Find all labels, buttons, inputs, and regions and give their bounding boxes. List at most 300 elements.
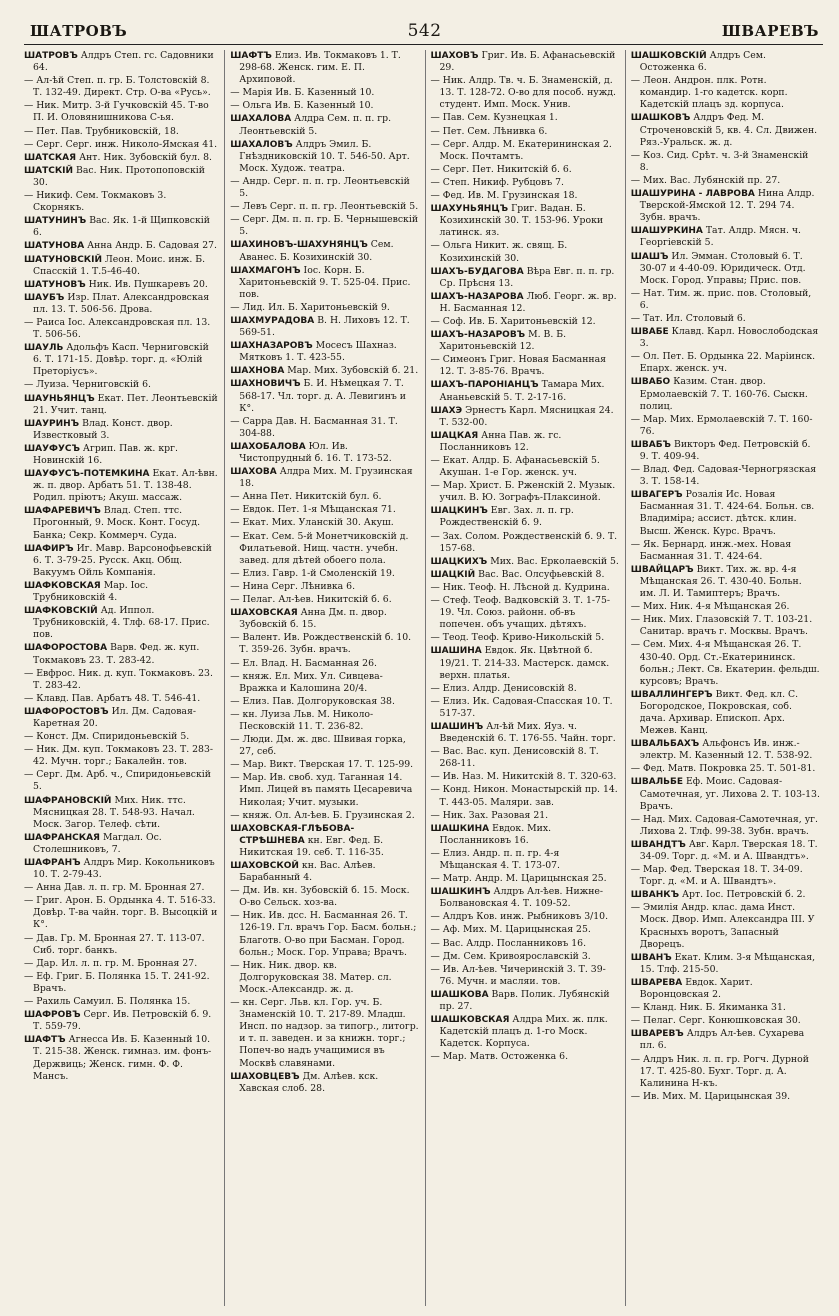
entry-surname: ШАТСКІЙ: [24, 165, 74, 176]
directory-entry: [431, 455, 620, 479]
entry-text: — Ник. Дм. куп. Токмаковъ 23. Т. 283-42. Мучн. торг.; Бакалейн. тов.: [24, 744, 213, 768]
entry-text: — Стеф. Теоф. Вадковскій 3. Т. 1-75-19. Чл. Союз. районн. об-въ попечен. объ учащих. дѣтяхъ.: [430, 595, 611, 631]
directory-columns: [24, 50, 825, 1306]
directory-entry: [431, 316, 620, 328]
entry-surname: ШАШИНЪ: [430, 721, 484, 732]
directory-entry: [230, 315, 419, 339]
directory-entry: [431, 569, 620, 581]
entry-text: — Мар. Христ. Б. Рженскій 2. Музык. учил. В. Ю. Зографъ-Плаксиной.: [430, 480, 616, 504]
directory-entry: [431, 1051, 620, 1063]
entry-surname: ШАФОРОСТОВА: [24, 643, 108, 654]
directory-entry: [631, 639, 820, 687]
directory-entry: [24, 152, 219, 164]
directory-entry: [431, 405, 620, 429]
entry-surname: ШАТСКАЯ: [24, 152, 77, 163]
directory-entry: [631, 1028, 820, 1052]
entry-text: Елиз. Ив. Токмаковъ 1. Т. 298-68. Женск. гим. Е. П. Архиповой.: [239, 50, 401, 86]
entry-text: — Леон. Андрон. плк. Ротн. командир. 1-го кадетск. корп. Кадетскій плацъ зд. корпуса.: [630, 75, 788, 111]
entry-text: Клавд. Карл. Новослободская 3.: [639, 326, 819, 350]
entry-text: Розалія Ис. Новая Басманная 31. Т. 424-64. Больн. св. Владиміра; ассист. дѣтск. клин. Высш. Женск. Курс. Врачъ.: [639, 489, 815, 537]
directory-entry: [631, 1015, 820, 1027]
entry-text: Анна Андр. Б. Садовая 27.: [87, 240, 217, 252]
entry-surname: ШВАЛЬБЕ: [630, 777, 684, 788]
directory-entry: [431, 505, 620, 529]
entry-text: Алдръ Ал-ѣев. Нижне-Болвановская 4. Т. 109-52.: [439, 886, 604, 910]
entry-text: — Фед. Ив. М. Грузинская 18.: [430, 190, 578, 202]
directory-entry: [431, 354, 620, 378]
directory-entry: [24, 668, 219, 692]
entry-text: Адольфъ Касп. Черниговскій 6. Т. 171-15. Довѣр. торг. д. «Юлій Преторіусъ».: [33, 342, 209, 378]
directory-entry: [431, 784, 620, 808]
entry-text: — Сарра Дав. Н. Басманная 31. Т. 304-88.: [230, 415, 398, 439]
entry-text: Ил. Дм. Садовая-Каретная 20.: [33, 705, 196, 729]
directory-entry: [230, 100, 419, 112]
directory-entry: [230, 365, 419, 377]
directory-entry: [631, 952, 820, 976]
entry-text: — Степ. Никиф. Рубцовъ 7.: [430, 176, 564, 188]
directory-entry: [230, 491, 419, 503]
entry-text: Авг. Карл. Тверская 18. Т. 34-09. Торг. д. «М. и А. Швандтъ».: [639, 838, 818, 862]
entry-text: — Серг. Пет. Никитскій б. 6.: [430, 163, 572, 175]
entry-surname: ШАХУНЬЯНЦЪ: [430, 204, 509, 215]
entry-text: — Ал-ѣй Степ. п. гр. Б. Толстовскій 8. Т. 132-49. Директ. Стр. О-ва «Русь».: [24, 75, 211, 99]
directory-entry: [631, 864, 820, 888]
directory-entry: [230, 810, 419, 822]
directory-entry: [230, 340, 419, 364]
entry-text: кн. Вас. Алѣев. Барабанный 4.: [239, 860, 376, 884]
directory-entry: [24, 292, 219, 316]
directory-entry: [431, 112, 620, 124]
entry-surname: ШАХОВЪ: [430, 51, 479, 61]
directory-entry: [24, 958, 219, 970]
entry-text: Ант. Ник. Зубовскій бул. 8.: [79, 151, 212, 163]
entry-surname: ШАХНОВА: [230, 366, 285, 377]
directory-entry: [24, 240, 219, 252]
directory-entry: [230, 139, 419, 175]
entry-text: — Серг. Дм. Арб. ч., Спиридоньевскій 5.: [24, 769, 211, 793]
directory-entry: [24, 693, 219, 705]
directory-entry: [631, 489, 820, 537]
directory-entry: [631, 889, 820, 901]
entry-text: — Соф. Ив. Б. Харитоньевскій 12.: [430, 315, 596, 327]
entry-text: Мосесъ Шахназ. Мятковъ 1. Т. 423-55.: [239, 340, 397, 364]
entry-text: Алдръ Ал-ѣев. Сухарева пл. 6.: [639, 1028, 805, 1052]
directory-entry: [631, 1002, 820, 1014]
entry-text: — Симеонъ Григ. Новая Басманная 12. Т. 3-85-76. Врачъ.: [430, 354, 607, 378]
directory-entry: [24, 605, 219, 641]
directory-entry: [24, 126, 219, 138]
entry-text: — Зах. Солом. Рождественскій б. 9. Т. 157-68.: [430, 530, 618, 554]
entry-text: Викт. Тих. ж. вр. 4-я Мѣщанская 26. Т. 430-40. Больн. им. Л. И. Тамиптеръ; Врачъ.: [639, 563, 802, 600]
directory-entry: [631, 50, 820, 74]
entry-text: — Пет. Пав. Трубниковскій, 18.: [24, 125, 179, 137]
entry-text: — Мар. Ив. своб. худ. Таганная 14. Имп. Лицей въ память Цесаревича Николая; Учит. музыки.: [230, 772, 413, 808]
directory-entry: [24, 706, 219, 730]
entry-text: Агнесса Ив. Б. Казенный 10. Т. 215-38. Женск. гимназ. им. фонъ-Держвиць; Женск. гимн. Ф. Ф. Мансъ.: [33, 1034, 212, 1082]
entry-text: Викторъ Фед. Петровскій б. 9. Т. 409-94.: [639, 438, 811, 462]
entry-surname: ШАЦКАЯ: [430, 430, 479, 441]
directory-entry: [230, 696, 419, 708]
entry-text: — Конд. Никон. Монастырскій пр. 14. Т. 443-05. Маляри. зав.: [430, 784, 618, 808]
entry-text: Казим. Стан. двор. Ермолаевскій 7. Т. 160-76. Сыскн. полиц.: [639, 376, 808, 412]
directory-entry: [24, 769, 219, 793]
entry-text: Влад. Степ. ттс. Прогонный, 9. Моск. Конт. Госуд. Банка; Секр. Коммерч. Суда.: [33, 505, 201, 541]
directory-entry: [631, 376, 820, 412]
directory-entry: [230, 416, 419, 440]
directory-entry: [24, 50, 219, 74]
entry-surname: ШВАЙЦАРЪ: [630, 564, 694, 575]
entry-text: Мих. Ник. ттс. Мясницкая 28. Т. 548-93. Начал. Моск. Загор. Телеф. сѣти.: [33, 794, 195, 830]
entry-surname: ШАФКОВСКІЙ: [24, 606, 98, 617]
directory-entry: [431, 177, 620, 189]
directory-entry: [24, 1009, 219, 1033]
entry-text: — княж. Ол. Ал-ѣев. Б. Грузинская 2.: [230, 809, 415, 821]
entry-surname: ШАХЪ-НАЗАРОВА: [430, 291, 524, 302]
directory-entry: [631, 188, 820, 224]
entry-text: Евдок. Харит. Воронцовская 2.: [639, 976, 753, 1001]
entry-surname: ШАУБЪ: [24, 292, 65, 303]
directory-entry: [631, 326, 820, 350]
entry-text: Мар. Іос. Трубниковскій 4.: [33, 579, 149, 604]
entry-text: — Вас. Вас. куп. Денисовскій 8. Т. 268-11.: [430, 746, 599, 770]
entry-surname: ШАУЛЬ: [24, 343, 64, 354]
entry-text: Алдра Мих. ж. плк. Кадетскій плацъ д. 1-го Моск. Кадетск. Корпуса.: [439, 1014, 608, 1050]
entry-text: — Аф. Мих. М. Царицынская 25.: [430, 924, 591, 936]
directory-entry: [230, 772, 419, 808]
entry-surname: ШАУРИНЪ: [24, 418, 80, 429]
entry-surname: ШАХОВСКОЙ: [230, 861, 299, 871]
directory-entry: [631, 150, 820, 174]
entry-text: — Елиз. Алдр. Денисовскій 8.: [430, 682, 577, 694]
entry-surname: ШАХОВЦЕВЪ: [230, 1071, 300, 1082]
directory-entry: [631, 814, 820, 838]
entry-text: — Левъ Серг. п. п. гр. Леонтьевскій 5.: [230, 201, 419, 213]
directory-entry: [24, 580, 219, 604]
entry-surname: ШАХМУРАДОВА: [230, 315, 315, 326]
entry-surname: ШАХОБАЛОВА: [230, 441, 306, 452]
entry-text: — Екат. Алдр. Б. Афанасьевскій 5. Акушан. 1-е Гор. женск. уч.: [430, 455, 600, 479]
directory-entry: [431, 164, 620, 176]
entry-text: — Пет. Сем. Лѣнивка 6.: [430, 125, 548, 137]
directory-entry: [431, 126, 620, 138]
directory-entry: [24, 795, 219, 831]
directory-entry: [431, 203, 620, 239]
directory-entry: [230, 441, 419, 465]
directory-entry: [431, 823, 620, 847]
column-1: [24, 50, 224, 1306]
entry-surname: ШАФКОВСКАЯ: [24, 580, 101, 591]
entry-text: — Дм. Сем. Кривоярославскій 3.: [430, 950, 591, 962]
entry-text: — Елиз. Пав. Долгоруковская 38.: [230, 695, 395, 707]
directory-entry: [24, 418, 219, 442]
entry-text: Иг. Мавр. Варсонофьевскій 6. Т. 3-79-25. Русск. Акц. Общ. Вакуумъ Ойль Компанія.: [33, 542, 212, 578]
directory-entry: [230, 517, 419, 529]
entry-text: — Мих. Ник. 4-я Мѣщанская 26.: [630, 601, 790, 613]
entry-text: Григ. Ив. Б. Афанасьевскій 29.: [439, 50, 616, 74]
entry-text: — Луиза. Черниговскій 6.: [24, 379, 151, 391]
directory-entry: [431, 964, 620, 988]
entry-text: Тамара Мих. Ананьевскій 5. Т. 2-17-16.: [439, 379, 605, 403]
directory-entry: [431, 582, 620, 594]
entry-text: Евдок. Як. Цвѣтной б. 19/21. Т. 214-33. Мастерск. дамск. верхн. платья.: [439, 645, 610, 681]
entry-text: — Еф. Григ. Б. Полянка 15. Т. 241-92. Врачъ.: [24, 970, 210, 994]
directory-entry: [431, 595, 620, 631]
directory-entry: [24, 882, 219, 894]
entry-text: — Дм. Ив. кн. Зубовскій б. 15. Моск. О-во Сельск. хоз-ва.: [230, 885, 410, 909]
directory-entry: [24, 505, 219, 541]
entry-surname: ШАФРАНОВСКІЙ: [24, 795, 112, 806]
directory-entry: [431, 886, 620, 910]
directory-entry: [431, 683, 620, 695]
directory-entry: [24, 75, 219, 99]
entry-surname: ШАТРОВЪ: [24, 51, 78, 61]
entry-text: — Теод. Теоф. Криво-Никольскій 5.: [430, 632, 605, 644]
entry-text: — Екат. Мих. Уланскій 30. Акуш.: [230, 517, 394, 529]
entry-text: Люб. Георг. ж. вр. Н. Басманная 12.: [439, 290, 617, 314]
directory-entry: [631, 902, 820, 950]
entry-text: Юл. Ив. Чистопрудный б. 16. Т. 173-52.: [239, 440, 392, 464]
directory-entry: [431, 810, 620, 822]
entry-surname: ШАХМАГОНЪ: [230, 265, 301, 276]
entry-text: Альфонсъ Ив. инж.-электр. М. Казенный 12. Т. 538-92.: [639, 738, 813, 762]
entry-text: Анна Пав. ж. гс. Посланниковъ 12.: [439, 429, 562, 453]
entry-surname: ШАШКИНА: [430, 823, 490, 834]
directory-entry: [230, 594, 419, 606]
entry-text: Іос. Корн. Б. Харитоньевскій 9. Т. 525-04. Прис. пов.: [239, 264, 411, 300]
directory-entry: [230, 265, 419, 301]
directory-entry: [431, 190, 620, 202]
entry-text: Еф. Моис. Садовая-Самотечная, уг. Лихова 2. Т. 103-13. Врачъ.: [639, 776, 820, 812]
directory-entry: [24, 996, 219, 1008]
entry-surname: ШВАРЕВЪ: [630, 1029, 684, 1040]
entry-text: — Ольга Ив. Б. Казенный 10.: [230, 100, 374, 112]
entry-surname: ШАШКИНЪ: [430, 887, 491, 898]
entry-text: — Ник. Мих. Глазовскій 7. Т. 103-21. Санитар. врачъ г. Москвы. Врачъ.: [630, 614, 813, 638]
entry-text: — Мар. Фед. Тверская 18. Т. 34-09. Торг. д. «М. и А. Швандтъ».: [630, 864, 803, 888]
directory-entry: [431, 531, 620, 555]
entry-text: — Мих. Вас. Лубянскій пр. 27.: [630, 174, 781, 186]
directory-entry: [431, 645, 620, 681]
entry-text: Вас. Ник. Протопоповскій 30.: [33, 164, 205, 188]
directory-entry: [431, 139, 620, 163]
running-head-left: ШАТРОВЪ: [30, 22, 128, 40]
entry-text: Григ. Вадан. Б. Козихинскій 30. Т. 153-96. Уроки латинск. яз.: [439, 203, 604, 239]
entry-text: — Анна Пет. Никитскій бул. 6.: [230, 491, 382, 503]
entry-surname: ШАШКОВЪ: [630, 113, 691, 124]
directory-entry: [631, 112, 820, 148]
entry-text: — Ив. Наз. М. Никитскій 8. Т. 320-63.: [430, 771, 617, 783]
column-2: [224, 50, 424, 1306]
directory-entry: [631, 75, 820, 111]
directory-entry: [230, 607, 419, 631]
directory-entry: [631, 601, 820, 613]
directory-entry: [24, 393, 219, 417]
entry-surname: ШВАБЪ: [630, 439, 672, 450]
directory-entry: [230, 910, 419, 958]
entry-text: Алдръ Степ. гс. Садовники 64.: [33, 50, 214, 74]
entry-text: — Ив. Мих. М. Царицынская 39.: [630, 1090, 791, 1102]
entry-surname: ШАШУРИНА - ЛАВРОВА: [630, 189, 755, 200]
directory-entry: [230, 239, 419, 263]
entry-text: Екат. Клим. 3-я Мѣщанская, 15. Тлф. 215-50.: [639, 951, 816, 975]
directory-entry: [431, 379, 620, 403]
entry-text: Викт. Фед. кл. С. Богородское, Покровская, соб. дача. Архивар. Епископ. Арх. Межев. Канц.: [639, 688, 799, 737]
entry-text: — Мар. Матв. Остоженка 6.: [430, 1051, 569, 1063]
entry-text: — Серг. Дм. п. п. гр. Б. Чернышевскій 5.: [230, 214, 419, 238]
directory-entry: [230, 50, 419, 86]
entry-surname: ШАХНАЗАРОВЪ: [230, 341, 313, 352]
entry-text: Вас. Вас. Олсуфьевскій 8.: [478, 568, 605, 580]
directory-entry: [24, 317, 219, 341]
directory-entry: [631, 313, 820, 325]
directory-entry: [431, 938, 620, 950]
entry-text: Алдръ Эмил. Б. Гнѣздниковскій 10. Т. 546-50. Арт. Моск. Худож. театра.: [239, 138, 410, 174]
directory-entry: [24, 832, 219, 856]
entry-text: Ник. Ив. Пушкаревъ 20.: [88, 278, 208, 290]
entry-surname: ШАФРОВЪ: [24, 1010, 81, 1021]
entry-text: Алдра Сем. п. п. гр. Леонтьевскій 5.: [239, 113, 392, 137]
entry-text: Евг. Зах. л. п. гр. Рождественскій б. 9.: [439, 505, 574, 529]
entry-text: — Конст. Дм. Спиридоньевскій 5.: [24, 731, 190, 743]
entry-text: — Фед. Матв. Покровка 25. Т. 501-81.: [630, 763, 816, 775]
entry-surname: ШАШКОВСКІЙ: [630, 51, 707, 61]
directory-entry: [431, 240, 620, 264]
page-header: [30, 20, 819, 42]
entry-text: Сем. Аванес. Б. Козихинскій 30.: [239, 239, 394, 263]
entry-surname: ШАФРАНЪ: [24, 858, 81, 868]
entry-surname: ШАЦКИНЪ: [430, 506, 488, 517]
directory-entry: [24, 543, 219, 579]
directory-entry: [24, 1034, 219, 1082]
entry-surname: ШАФТЪ: [230, 51, 272, 61]
directory-entry: [24, 190, 219, 214]
entry-text: Варв. Полик. Лубянскій пр. 27.: [439, 988, 610, 1013]
page-number: 542: [407, 21, 442, 41]
directory-entry: [230, 378, 419, 414]
entry-surname: ШВАЛЬБАХЪ: [630, 739, 700, 750]
directory-entry: [431, 911, 620, 923]
entry-text: Б. И. Нѣмецкая 7. Т. 568-17. Чл. торг. д. А. Левигинъ и К°.: [239, 378, 406, 414]
directory-entry: [24, 731, 219, 743]
directory-entry: [431, 50, 620, 74]
entry-surname: ШАШЪ: [630, 251, 669, 262]
directory-entry: [230, 466, 419, 490]
entry-text: — Ник. Теоф. Н. Лѣсной д. Кудрина.: [430, 581, 610, 593]
entry-text: Алдра Мих. М. Грузинская 18.: [239, 466, 413, 490]
entry-surname: ШАХЪ-ПАРОНІАНЦЪ: [430, 380, 539, 391]
running-head-right: ШВАРЕВЪ: [721, 22, 819, 40]
entry-text: Мар. Мих. Зубовскій б. 21.: [287, 365, 419, 377]
entry-text: — Екат. Сем. 5-й Монетчиковскій д. Филатьевой. Нищ. частн. учебн. завед. для дѣтей обоего пола.: [230, 530, 409, 566]
entry-surname: ШВАРЕВА: [630, 977, 683, 988]
entry-text: Ил. Эмман. Столовый 6. Т. 30-07 и 4-40-09. Юридическ. Отд. Моск. Город. Управы; Прис. пов.: [639, 250, 806, 286]
entry-surname: ШАХЪ-БУДАГОВА: [430, 266, 524, 277]
directory-entry: [24, 895, 219, 931]
entry-text: — Валент. Ив. Рождественскій б. 10. Т. 359-26. Зубн. врачъ.: [230, 632, 412, 656]
entry-text: — Никиф. Сем. Токмаковъ 3. Скорнякъ.: [24, 190, 167, 214]
entry-surname: ШВАНКЪ: [630, 890, 680, 901]
directory-entry: [230, 885, 419, 909]
entry-text: — Ник. Митр. 3-й Гучковскій 45. Т-во П. И. Оловянишникова С-ья.: [24, 100, 209, 124]
directory-entry: [631, 225, 820, 249]
directory-entry: [24, 443, 219, 467]
entry-surname: ШАТУНОВЪ: [24, 279, 86, 290]
directory-entry: [431, 480, 620, 504]
entry-surname: ШАШИНА: [430, 646, 482, 657]
entry-text: — Ольга Никит. ж. свящ. Б. Козихинскій 30.: [430, 240, 568, 264]
directory-entry: [431, 1014, 620, 1050]
entry-surname: ШАХОВСКАЯ: [230, 608, 298, 619]
entry-text: — Мар. Викт. Тверская 17. Т. 125-99.: [230, 759, 414, 771]
entry-text: Дм. Алѣев. кск. Хавская слоб. 28.: [239, 1070, 379, 1094]
directory-entry: [431, 329, 620, 353]
entry-surname: ШАХОВСКАЯ-ГЛѢБОВА-СТРѢШНЕВА: [230, 823, 355, 846]
entry-text: — Мар. Мих. Ермолаевскій 7. Т. 160-76.: [630, 413, 813, 437]
entry-text: — кн. Серг. Льв. кл. Гор. уч. Б. Знаменскій 10. Т. 217-89. Младш. Инсп. по надзор. за типогр., литогр. и т. п. заведен. и за книжн. торг.; Попеч-во надъ учащимися въ Москвѣ славянами.: [230, 997, 419, 1069]
entry-surname: ШВАНЪ: [630, 952, 672, 963]
entry-text: Эрнестъ Карл. Мясницкая 24. Т. 532-00.: [439, 404, 614, 428]
entry-text: — Рахиль Самуил. Б. Полянка 15.: [24, 996, 191, 1008]
directory-entry: [24, 139, 219, 151]
directory-entry: [230, 823, 419, 859]
directory-entry: [230, 87, 419, 99]
directory-entry: [631, 288, 820, 312]
entry-text: Магдал. Ос. Столешниковъ, 7.: [33, 831, 162, 855]
entry-surname: ШВАБО: [630, 377, 671, 388]
entry-text: — Влад. Фед. Садовая-Черногрязская 3. Т. 158-14.: [630, 464, 817, 488]
directory-entry: [230, 201, 419, 213]
entry-text: — Над. Мих. Садовая-Самотечная, уг. Лихова 2. Тлф. 99-38. Зубн. врачъ.: [630, 813, 819, 837]
header-rule: [24, 44, 823, 45]
entry-text: — Алдръ Ник. л. п. гр. Рогч. Дурной 17. Т. 425-80. Бухг. Торг. д. А. Калинина Н-къ.: [630, 1053, 809, 1089]
entry-text: — Матр. Андр. М. Царицынская 25.: [430, 873, 607, 885]
directory-entry: [24, 165, 219, 189]
directory-entry: [230, 997, 419, 1070]
directory-entry: [431, 746, 620, 770]
entry-text: Алдръ Сем. Остоженка 6.: [639, 50, 766, 74]
directory-entry: [230, 709, 419, 733]
directory-entry: [24, 215, 219, 239]
directory-entry: [431, 430, 620, 454]
directory-entry: [230, 658, 419, 670]
directory-entry: [631, 351, 820, 375]
directory-entry: [431, 696, 620, 720]
directory-entry: [230, 113, 419, 137]
entry-text: В. Н. Лиховъ 12. Т. 569-51.: [239, 314, 410, 339]
entry-text: Ал-ѣй Мих. Яуз. ч. Введенскій 6. Т. 176-55. Чайн. торг.: [439, 720, 616, 745]
entry-text: — Ив. Ал-ѣев. Чичеринскій 3. Т. 39-76. Мучн. и масляи. тов.: [430, 963, 606, 987]
entry-text: Евдок. Мих. Посланниковъ 16.: [439, 822, 552, 846]
entry-surname: ШАФОРОСТОВЪ: [24, 706, 109, 717]
directory-entry: [431, 291, 620, 315]
directory-entry: [431, 75, 620, 111]
directory-entry: [631, 614, 820, 638]
entry-surname: ШАШКОВСКАЯ: [430, 1015, 510, 1026]
entry-text: Тат. Алдр. Мясн. ч. Георгіевскій 5.: [639, 225, 801, 249]
entry-text: — Клавд. Пав. Арбатъ 48. Т. 546-41.: [24, 692, 201, 704]
entry-text: — Евдок. Пет. 1-я Мѣщанская 71.: [230, 504, 396, 516]
entry-text: Агрип. Пав. ж. крг. Новинскій 16.: [33, 442, 178, 466]
entry-text: кн. Евг. Фед. Б. Никитская 19. себ. Т. 116-35.: [239, 834, 384, 858]
directory-entry: [230, 176, 419, 200]
directory-entry: [230, 531, 419, 567]
entry-text: Леон. Моис. инж. Б. Спасскій 1. Т.5-46-40.: [33, 253, 206, 277]
directory-entry: [24, 279, 219, 291]
column-4: [625, 50, 825, 1306]
entry-surname: ШАУНЬЯНЦЪ: [24, 393, 95, 404]
directory-entry: [230, 860, 419, 884]
entry-surname: ШАХНОВИЧЪ: [230, 379, 301, 390]
